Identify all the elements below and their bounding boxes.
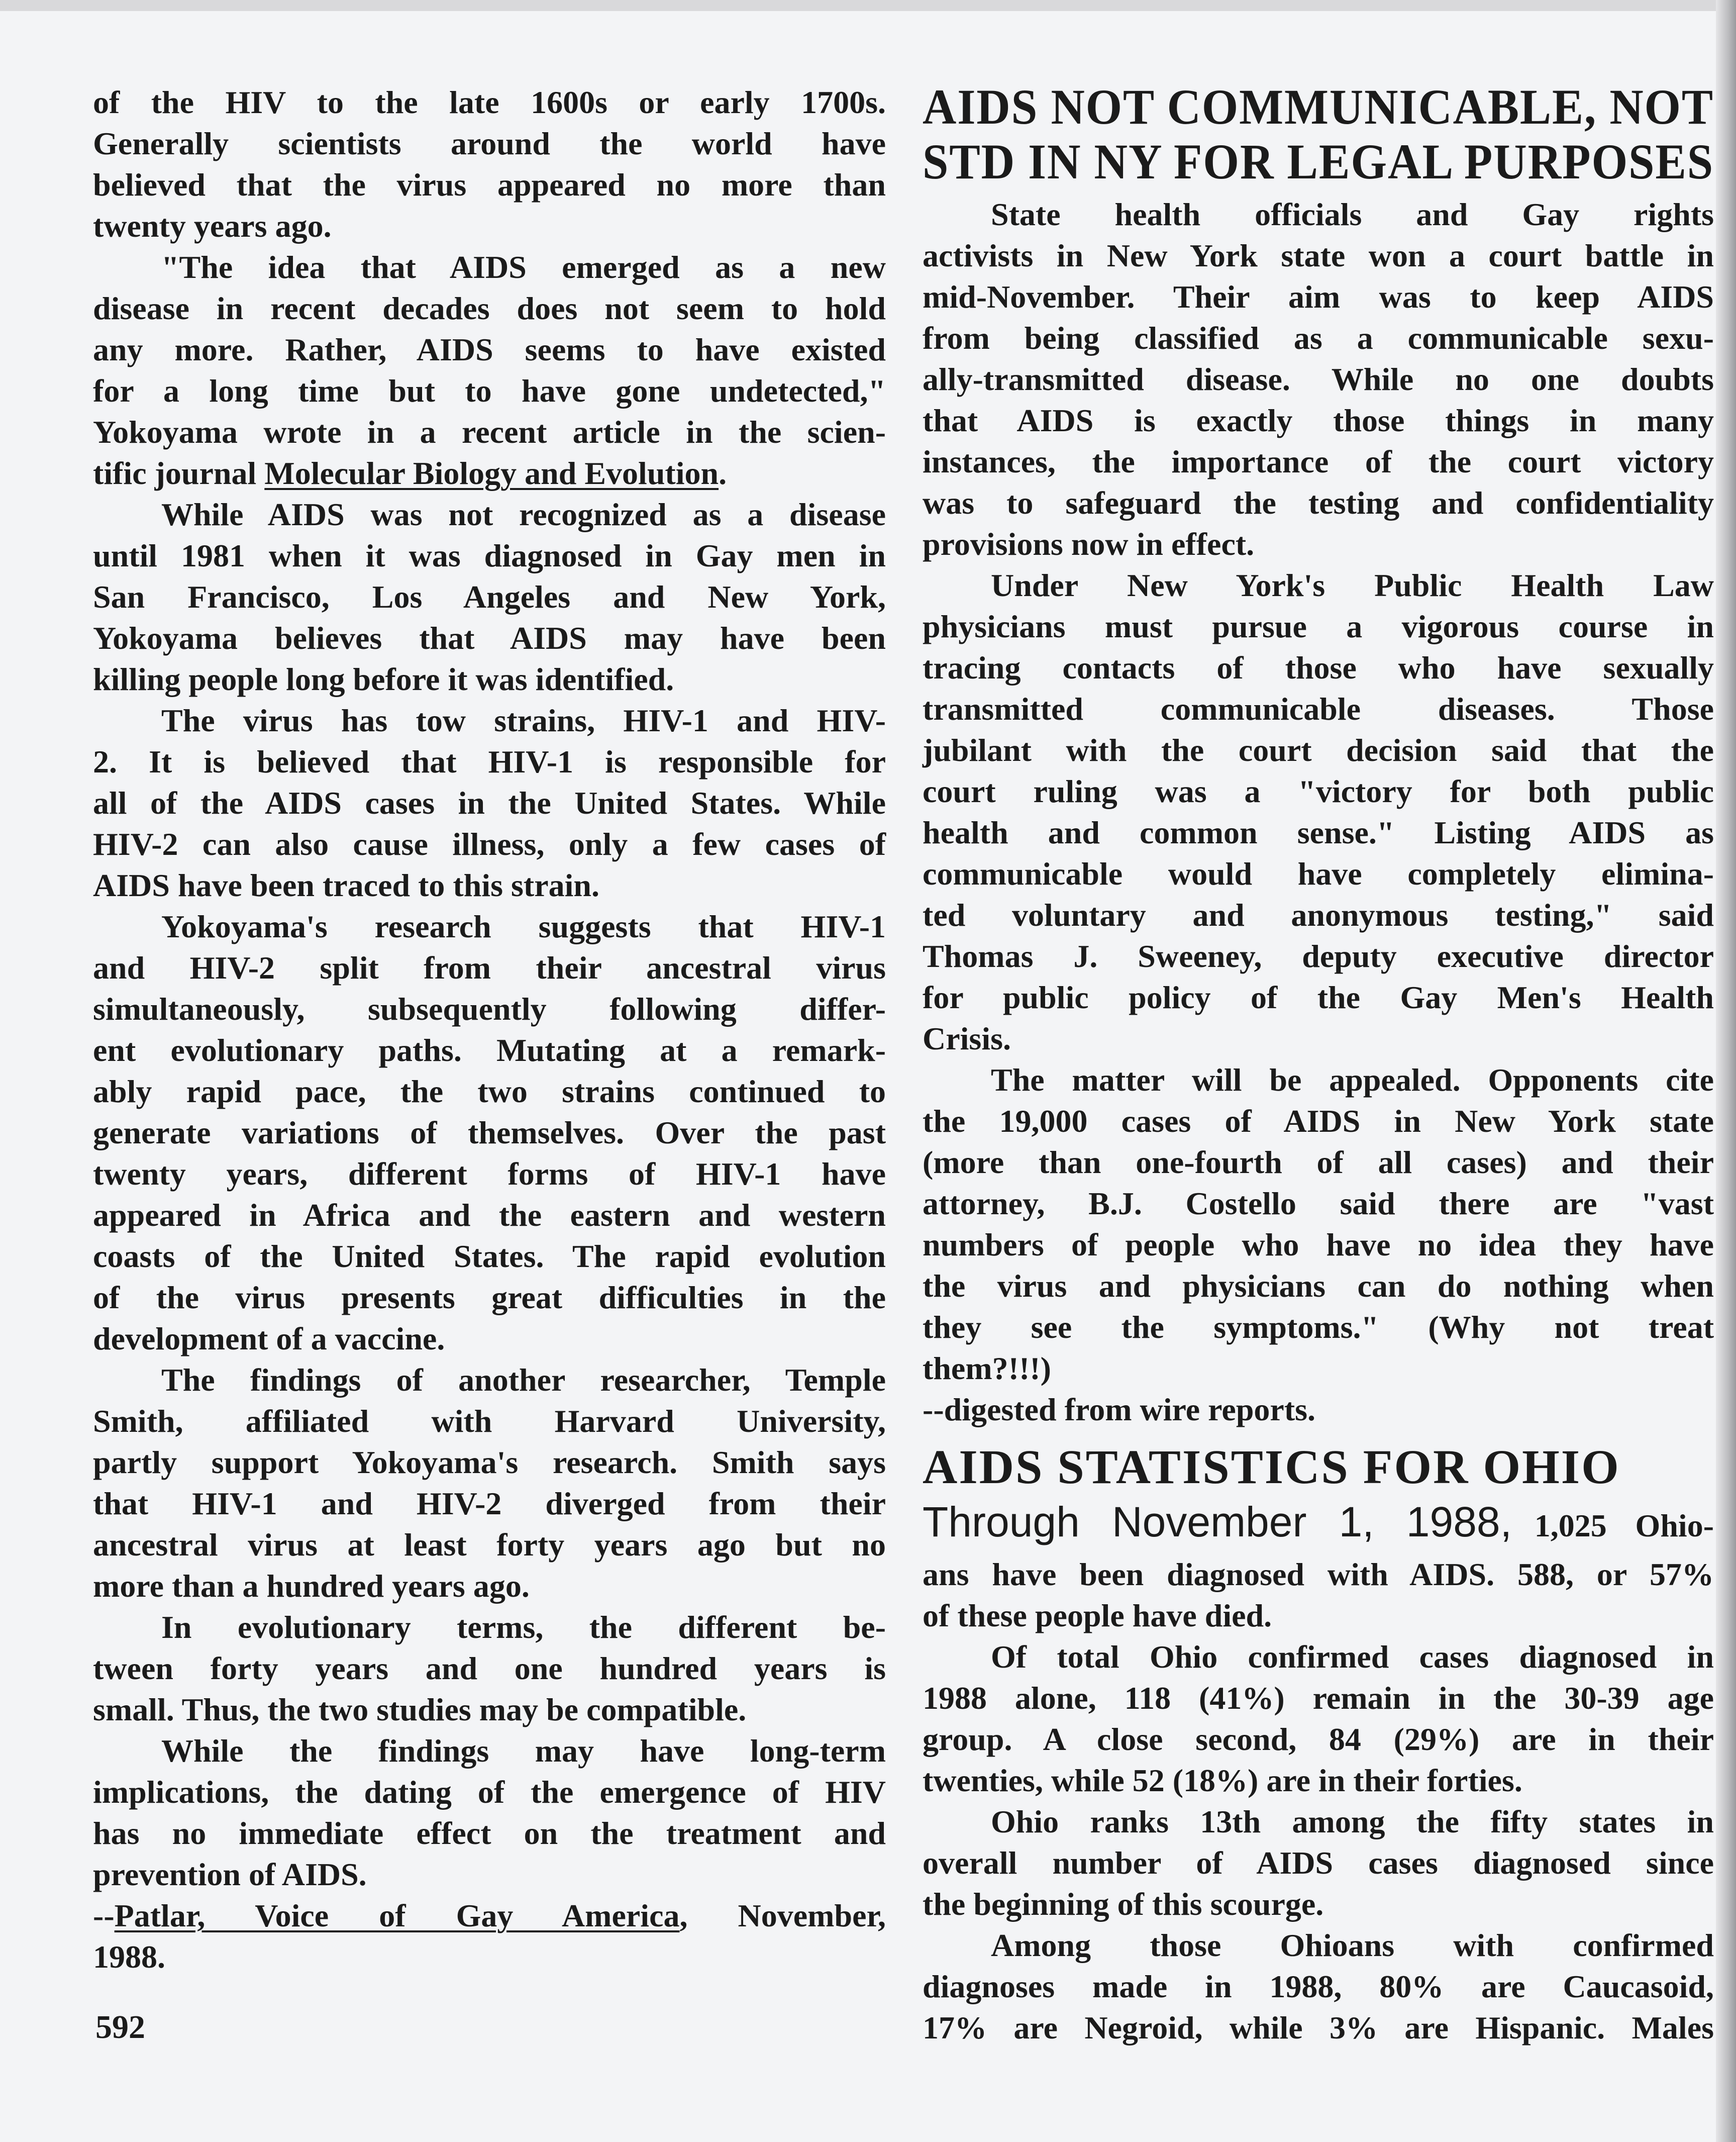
text-line-content: communicable would have completely elimina- <box>923 856 1714 892</box>
text-line-content: any more. Rather, AIDS seems to have existed <box>93 332 886 367</box>
headline-ny <box>923 79 1714 189</box>
text-line <box>923 1595 1714 1636</box>
text-line <box>923 895 1714 936</box>
scan-top-border <box>0 0 1736 11</box>
left-column-article <box>93 82 886 1978</box>
text-line <box>93 206 886 247</box>
text-line <box>93 1112 886 1153</box>
text-line <box>93 164 886 206</box>
text-line-content: all of the AIDS cases in the United States. While <box>93 785 886 821</box>
text-line <box>93 1607 886 1648</box>
text-line-content: Crisis. <box>923 1021 1011 1056</box>
text-line-content: prevention of AIDS. <box>93 1857 367 1892</box>
text-line <box>923 565 1714 606</box>
text-line-content: appeared in Africa and the eastern and western <box>93 1197 886 1233</box>
text-line <box>93 370 886 412</box>
text-line <box>923 1842 1714 1884</box>
text-line <box>923 1348 1714 1389</box>
ohio-lead-rest: 1,025 Ohio- <box>1534 1508 1714 1543</box>
text-line <box>93 1442 886 1483</box>
text-line-content: The matter will be appealed. Opponents cite <box>991 1062 1714 1098</box>
text-line <box>923 1925 1714 1966</box>
text-line-content: believed that the virus appeared no more than <box>93 167 886 203</box>
text-line-content: disease in recent decades does not seem to hold <box>93 290 886 326</box>
text-line-content: until 1981 when it was diagnosed in Gay men in <box>93 538 886 573</box>
text-line <box>923 235 1714 276</box>
text-line <box>93 700 886 741</box>
text-segment: tific journal <box>93 455 265 491</box>
text-line-content: HIV-2 can also cause illness, only a few cases of <box>93 826 886 862</box>
headline-ny-line-2 <box>923 134 1714 189</box>
ohio-lead-line <box>923 1494 1714 1549</box>
text-line-content: jubilant with the court decision said that the <box>923 732 1714 768</box>
text-line-content: more than a hundred years ago. <box>93 1568 530 1604</box>
text-line-content: Yokoyama wrote in a recent article in the scien- <box>93 414 886 450</box>
text-line-content: generate variations of themselves. Over the past <box>93 1115 886 1150</box>
text-line <box>93 1277 886 1318</box>
text-line-content: ancestral virus at least forty years ago but no <box>93 1527 886 1563</box>
text-line <box>93 1483 886 1524</box>
text-line-content: implications, the dating of the emergence of HIV <box>93 1774 886 1810</box>
text-line <box>93 123 886 164</box>
text-line <box>923 1801 1714 1842</box>
text-line-content: ans have been diagnosed with AIDS. 588, or 57% <box>923 1556 1714 1592</box>
text-line <box>923 1884 1714 1925</box>
text-line <box>93 1895 886 1936</box>
text-line <box>93 824 886 865</box>
text-line-content: ted voluntary and anonymous testing," said <box>923 897 1714 933</box>
text-line-content: 2. It is believed that HIV-1 is responsible for <box>93 744 886 780</box>
text-line-content: of the virus presents great difficulties in the <box>93 1280 886 1315</box>
text-line <box>923 2007 1714 2049</box>
text-line <box>923 606 1714 647</box>
text-line <box>923 276 1714 318</box>
text-line-content: numbers of people who have no idea they have <box>923 1227 1714 1262</box>
text-line <box>93 1153 886 1195</box>
text-line <box>93 659 886 700</box>
text-line <box>923 1966 1714 2007</box>
scan-right-edge <box>1716 0 1736 2142</box>
text-line-content: In evolutionary terms, the different be- <box>161 1609 886 1645</box>
text-line-content: ably rapid pace, the two strains continued to <box>93 1074 886 1109</box>
text-line <box>93 412 886 453</box>
text-line-content: transmitted communicable diseases. Those <box>923 691 1714 727</box>
ohio-lead-large: Through November 1, 1988, <box>923 1498 1512 1545</box>
text-line <box>923 1142 1714 1183</box>
text-line <box>93 453 886 494</box>
text-line-content: twenty years ago. <box>93 208 332 244</box>
text-line-content: diagnoses made in 1988, 80% are Caucasoid, <box>923 1969 1714 2004</box>
text-line <box>923 194 1714 235</box>
text-line-content: ally-transmitted disease. While no one doubts <box>923 361 1714 397</box>
text-line-content: coasts of the United States. The rapid evolution <box>93 1238 886 1274</box>
text-line <box>93 1813 886 1854</box>
text-line <box>93 288 886 329</box>
text-line <box>93 865 886 906</box>
text-line-content: 1988 alone, 118 (41%) remain in the 30-39 age <box>923 1680 1714 1716</box>
text-line-content: provisions now in effect. <box>923 526 1255 562</box>
text-line-content: attorney, B.J. Costello said there are "vast <box>923 1186 1714 1221</box>
text-line-content: physicians must pursue a vigorous course in <box>923 609 1714 644</box>
text-line-content: mid-November. Their aim was to keep AIDS <box>923 279 1714 315</box>
text-line-content: development of a vaccine. <box>93 1321 445 1356</box>
text-line-content: Thomas J. Sweeney, deputy executive director <box>923 938 1714 974</box>
text-line <box>923 1183 1714 1224</box>
text-line-content: tween forty years and one hundred years is <box>93 1650 886 1686</box>
text-line <box>93 1772 886 1813</box>
headline-ny-line-1 <box>923 79 1714 134</box>
text-line-content: partly support Yokoyama's research. Smith says <box>93 1444 886 1480</box>
text-line <box>93 947 886 989</box>
headline-ohio: AIDS STATISTICS FOR OHIO <box>923 1440 1620 1494</box>
text-line <box>93 1071 886 1112</box>
text-line <box>93 783 886 824</box>
text-line <box>93 1524 886 1566</box>
text-line <box>923 977 1714 1018</box>
text-line-content: 17% are Negroid, while 3% are Hispanic. Males <box>923 2010 1714 2046</box>
text-line <box>923 771 1714 812</box>
text-line-content: --digested from wire reports. <box>923 1392 1316 1427</box>
text-line-content: killing people long before it was identified. <box>93 661 674 697</box>
text-line <box>923 441 1714 482</box>
text-line-content: (more than one-fourth of all cases) and their <box>923 1144 1714 1180</box>
text-line-content: simultaneously, subsequently following differ- <box>93 991 886 1027</box>
text-line <box>93 1648 886 1689</box>
text-line-content: the virus and physicians can do nothing when <box>923 1268 1714 1304</box>
text-line <box>923 1760 1714 1801</box>
text-line-content: for public policy of the Gay Men's Health <box>923 980 1714 1015</box>
text-segment: . <box>719 455 727 491</box>
text-line-content: of these people have died. <box>923 1598 1272 1633</box>
text-line-content: for a long time but to have gone undetected," <box>93 373 886 409</box>
text-line-content: San Francisco, Los Angeles and New York, <box>93 579 886 615</box>
text-line <box>93 494 886 535</box>
text-line-content: twenty years, different forms of HIV-1 have <box>93 1156 886 1192</box>
text-line-content: While the findings may have long-term <box>161 1733 886 1769</box>
ny-article-body <box>923 194 1714 1430</box>
text-line <box>93 1689 886 1730</box>
text-line <box>923 524 1714 565</box>
text-line-content: from being classified as a communicable sexu- <box>923 320 1714 356</box>
text-line-content: group. A close second, 84 (29%) are in their <box>923 1721 1714 1757</box>
text-line <box>923 359 1714 400</box>
text-line <box>923 1224 1714 1265</box>
text-line <box>93 1359 886 1401</box>
text-line <box>93 906 886 947</box>
text-line <box>923 1307 1714 1348</box>
headline-text: AIDS NOT COMMUNICABLE, NOT <box>923 79 1714 135</box>
headline-text: STD IN NY FOR LEGAL PURPOSES <box>923 134 1714 189</box>
page-number: 592 <box>95 2009 145 2046</box>
text-line <box>93 1854 886 1895</box>
text-line-content: While AIDS was not recognized as a disease <box>161 497 886 532</box>
text-line-content: court ruling was a "victory for both public <box>923 773 1714 809</box>
text-line-content: ent evolutionary paths. Mutating at a remark- <box>93 1032 886 1068</box>
text-line-content: Under New York's Public Health Law <box>991 567 1714 603</box>
text-line-content: has no immediate effect on the treatment and <box>93 1815 886 1851</box>
text-line-content: AIDS have been traced to this strain. <box>93 867 599 903</box>
text-line-content: they see the symptoms." (Why not treat <box>923 1309 1714 1345</box>
text-line-content: twenties, while 52 (18%) are in their forties. <box>923 1763 1522 1798</box>
text-line <box>93 1730 886 1772</box>
text-line <box>93 741 886 783</box>
underlined-title: Molecular Biology and Evolution <box>264 455 719 491</box>
text-line <box>93 618 886 659</box>
text-line-content: The findings of another researcher, Temple <box>161 1362 886 1398</box>
text-line <box>93 576 886 618</box>
text-line <box>923 730 1714 771</box>
text-segment: , November, <box>679 1898 886 1933</box>
text-line <box>923 1059 1714 1101</box>
ohio-article-body <box>923 1554 1714 2049</box>
text-line-content: 1988. <box>93 1939 165 1975</box>
text-line <box>923 812 1714 853</box>
text-line-content: and HIV-2 split from their ancestral virus <box>93 950 886 986</box>
text-segment: -- <box>93 1898 115 1933</box>
text-line <box>923 647 1714 689</box>
text-line-content: that AIDS is exactly those things in many <box>923 403 1714 438</box>
text-line <box>93 1195 886 1236</box>
text-line-content <box>93 453 727 494</box>
text-line <box>93 1318 886 1359</box>
text-line-content: Yokoyama believes that AIDS may have been <box>93 620 886 656</box>
text-line <box>93 989 886 1030</box>
text-line-content: instances, the importance of the court victory <box>923 444 1714 479</box>
text-line <box>923 1018 1714 1059</box>
text-line <box>923 1636 1714 1678</box>
text-line <box>93 82 886 123</box>
text-line <box>93 1936 886 1978</box>
text-line <box>93 1566 886 1607</box>
text-line-content: activists in New York state won a court battle in <box>923 238 1714 273</box>
text-line <box>923 1389 1714 1430</box>
text-line <box>923 1265 1714 1307</box>
text-line-content: them?!!!) <box>923 1350 1051 1386</box>
text-line <box>923 1678 1714 1719</box>
text-line-content: Yokoyama's research suggests that HIV-1 <box>161 909 886 944</box>
text-line-content: tracing contacts of those who have sexually <box>923 650 1714 686</box>
text-line-content: the 19,000 cases of AIDS in New York state <box>923 1103 1714 1139</box>
text-line-content <box>93 1895 886 1936</box>
text-line-content: that HIV-1 and HIV-2 diverged from their <box>93 1486 886 1521</box>
text-line-content: The virus has tow strains, HIV-1 and HIV- <box>161 703 886 738</box>
text-line <box>923 936 1714 977</box>
text-line <box>93 1236 886 1277</box>
text-line <box>93 1401 886 1442</box>
ohio-lead-inner <box>923 1494 1714 1562</box>
text-line <box>93 329 886 370</box>
text-line-content: was to safeguard the testing and confidentiality <box>923 485 1714 521</box>
text-line <box>923 482 1714 524</box>
text-line-content: Of total Ohio confirmed cases diagnosed in <box>991 1639 1714 1675</box>
text-line <box>923 1554 1714 1595</box>
text-line <box>93 535 886 576</box>
text-line <box>923 853 1714 895</box>
text-line-content: of the HIV to the late 1600s or early 1700s. <box>93 84 886 120</box>
underlined-title: Patlar, Voice of Gay America <box>114 1898 680 1933</box>
text-line-content: Ohio ranks 13th among the fifty states in <box>991 1804 1714 1839</box>
text-line <box>923 1719 1714 1760</box>
text-line <box>93 1030 886 1071</box>
text-line-content: Generally scientists around the world have <box>93 126 886 161</box>
text-line <box>923 1101 1714 1142</box>
text-line <box>923 689 1714 730</box>
text-line-content: Smith, affiliated with Harvard University, <box>93 1403 886 1439</box>
text-line <box>923 400 1714 441</box>
text-line <box>923 318 1714 359</box>
text-line-content: "The idea that AIDS emerged as a new <box>161 249 886 285</box>
text-line <box>93 247 886 288</box>
text-line-content: the beginning of this scourge. <box>923 1886 1324 1922</box>
text-line-content: health and common sense." Listing AIDS as <box>923 815 1714 850</box>
text-line-content: State health officials and Gay rights <box>991 197 1714 232</box>
text-line-content: overall number of AIDS cases diagnosed since <box>923 1845 1714 1881</box>
text-line-content: small. Thus, the two studies may be compatible. <box>93 1692 747 1727</box>
text-line-content: Among those Ohioans with confirmed <box>991 1927 1714 1963</box>
